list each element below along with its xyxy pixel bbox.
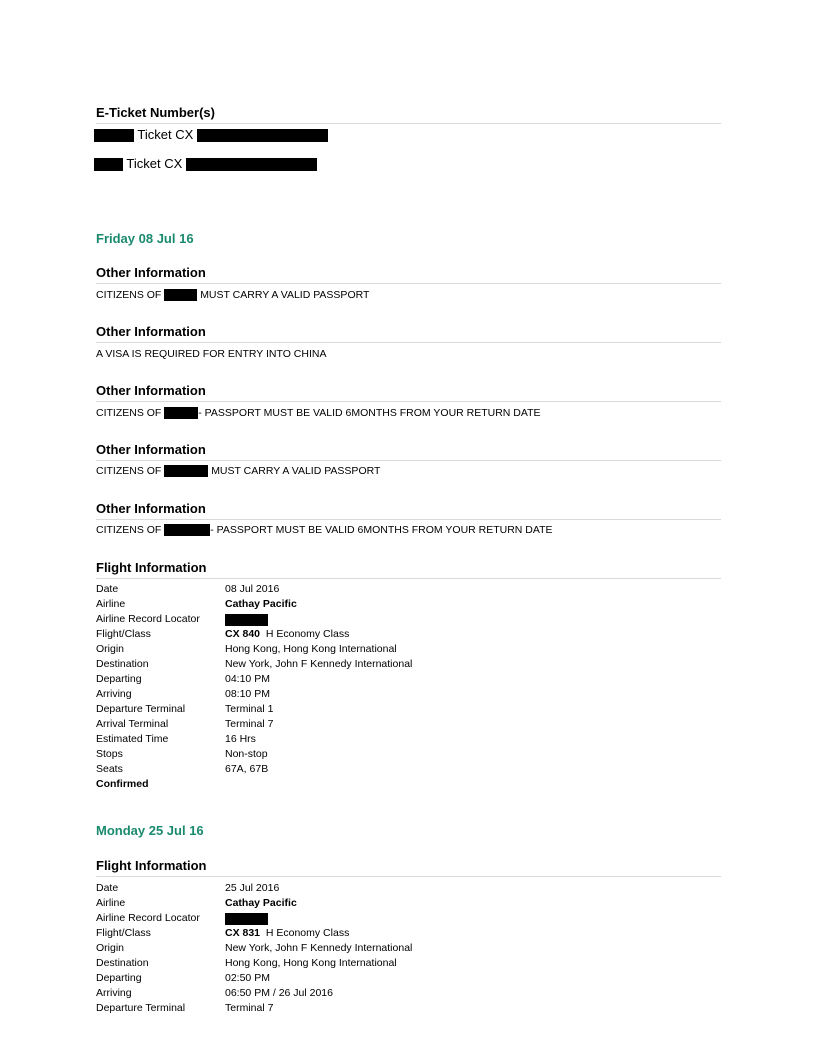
flight-info-heading: Flight Information xyxy=(96,858,721,877)
other-info-text: CITIZENS OF MUST CARRY A VALID PASSPORT xyxy=(96,465,381,477)
ticket-line xyxy=(94,127,328,142)
redacted-block xyxy=(94,129,134,142)
other-info-text: CITIZENS OF - PASSPORT MUST BE VALID 6MONTHS FROM YOUR RETURN DATE xyxy=(96,524,553,536)
redacted-block xyxy=(197,129,328,142)
other-info-heading: Other Information xyxy=(96,324,721,343)
other-info-text: CITIZENS OF MUST CARRY A VALID PASSPORT xyxy=(96,289,370,301)
redacted-block xyxy=(186,158,317,171)
redacted-block xyxy=(164,524,210,536)
ticket-line xyxy=(94,156,317,171)
redacted-block xyxy=(164,465,208,477)
other-info-heading: Other Information xyxy=(96,501,721,520)
redacted-block xyxy=(164,407,198,419)
eticket-heading: E-Ticket Number(s) xyxy=(96,105,721,124)
other-info-text: CITIZENS OF - PASSPORT MUST BE VALID 6MONTHS FROM YOUR RETURN DATE xyxy=(96,407,541,419)
date-heading: Monday 25 Jul 16 xyxy=(96,823,204,838)
other-info-heading: Other Information xyxy=(96,442,721,461)
other-info-text: A VISA IS REQUIRED FOR ENTRY INTO CHINA xyxy=(96,348,327,360)
date-heading: Friday 08 Jul 16 xyxy=(96,231,194,246)
redacted-block xyxy=(164,289,197,301)
redacted-block xyxy=(225,614,268,626)
ticket-label: Ticket CX xyxy=(126,156,183,171)
other-info-heading: Other Information xyxy=(96,265,721,284)
redacted-block xyxy=(94,158,123,171)
ticket-label: Ticket CX xyxy=(137,127,194,142)
other-info-heading: Other Information xyxy=(96,383,721,402)
flight-info-heading: Flight Information xyxy=(96,560,721,579)
redacted-block xyxy=(225,913,268,925)
